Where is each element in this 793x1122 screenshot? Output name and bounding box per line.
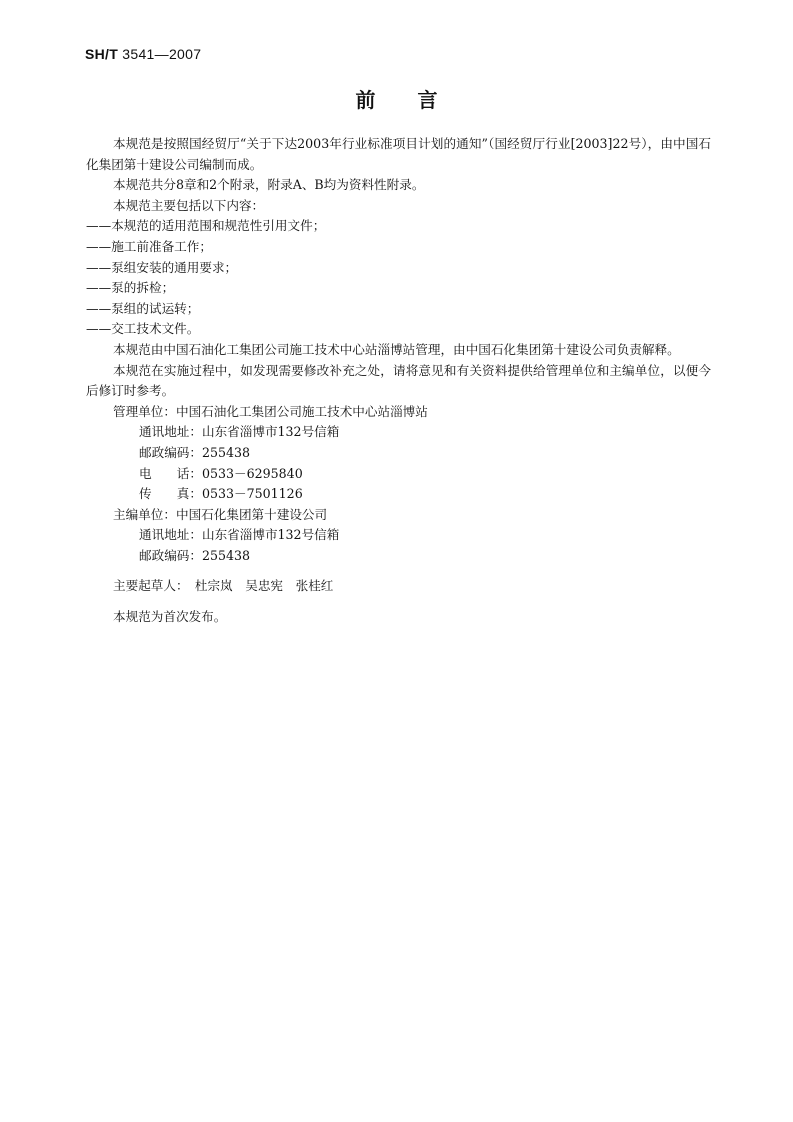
list-item: ——交工技术文件。 xyxy=(86,321,200,337)
editor-postcode: 邮政编码：255438 xyxy=(139,547,251,563)
list-item: ——泵的拆检； xyxy=(86,280,175,296)
editor-unit: 主编单位：中国石化集团第十建设公司 xyxy=(113,506,328,522)
standard-code-prefix: SH/T xyxy=(85,46,119,62)
drafters: 主要起草人： 杜宗岚 吴忠宪 张桂红 xyxy=(113,578,334,594)
paragraph-structure: 本规范共分8章和2个附录，附录A、B均为资料性附录。 xyxy=(113,177,425,193)
paragraph-feedback: 本规范在实施过程中，如发现需要修改补充之处，请将意见和有关资料提供给管理单位和主编单位，以便今后修订时参考。 xyxy=(86,362,711,399)
standard-code xyxy=(85,46,201,62)
management-postcode: 邮政编码：255438 xyxy=(139,444,251,460)
list-item: ——施工前准备工作； xyxy=(86,238,212,254)
spacer xyxy=(86,597,711,607)
spacer xyxy=(86,566,711,576)
foreword-body xyxy=(86,134,711,628)
editor-address: 通讯地址：山东省淄博市132号信箱 xyxy=(139,527,340,543)
management-fax: 传 真：0533－7501126 xyxy=(139,486,303,502)
management-phone: 电 话：0533－6295840 xyxy=(139,465,303,481)
list-item: ——泵组安装的通用要求； xyxy=(86,259,238,275)
management-unit: 管理单位：中国石油化工集团公司施工技术中心站淄博站 xyxy=(113,403,428,419)
first-release-note: 本规范为首次发布。 xyxy=(113,609,227,625)
list-item: ——泵组的试运转； xyxy=(86,300,200,316)
list-item: ——本规范的适用范围和规范性引用文件； xyxy=(86,218,326,234)
paragraph-contents-intro: 本规范主要包括以下内容： xyxy=(113,197,265,213)
management-address: 通讯地址：山东省淄博市132号信箱 xyxy=(139,424,340,440)
standard-code-number: 3541—2007 xyxy=(122,46,202,62)
paragraph-basis: 本规范是按照国经贸厅“关于下达2003年行业标准项目计划的通知”（国经贸厅行业[2003]22号），由中国石化集团第十建设公司编制而成。 xyxy=(86,136,711,172)
paragraph-management: 本规范由中国石油化工集团公司施工技术中心站淄博站管理，由中国石化集团第十建设公司负责解释。 xyxy=(113,341,680,357)
page-title: 前言 xyxy=(355,88,480,112)
